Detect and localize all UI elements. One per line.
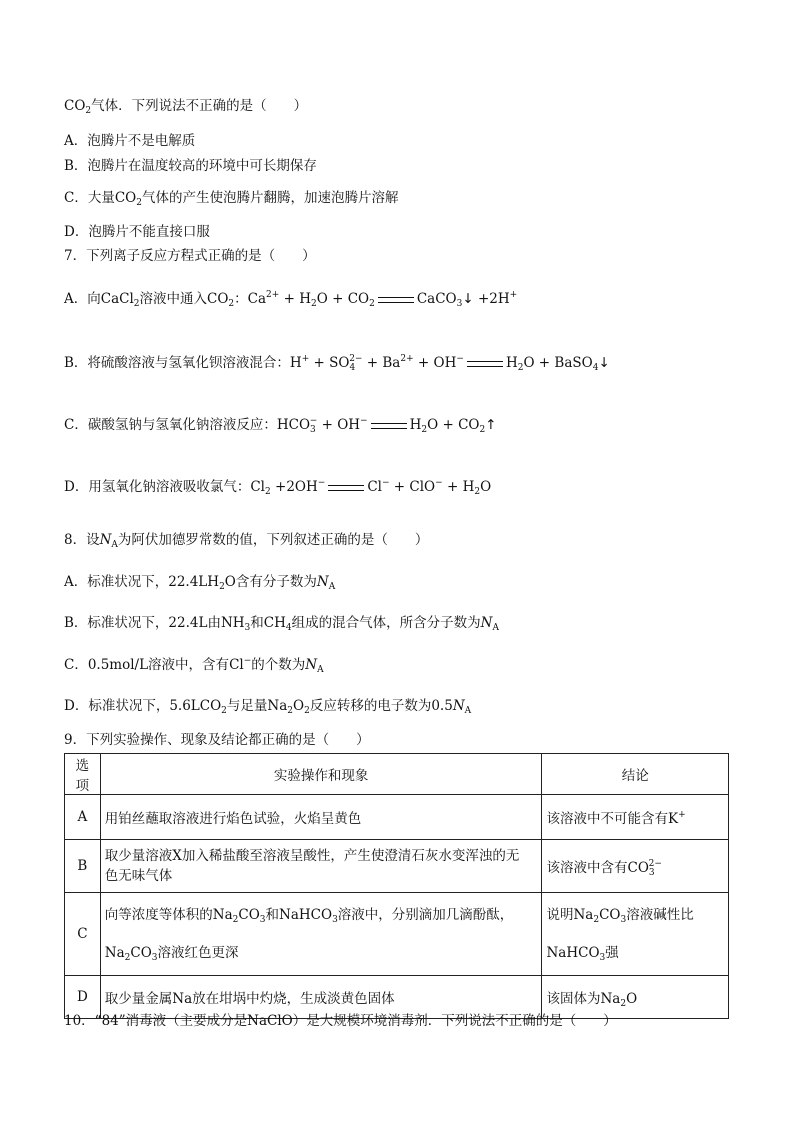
q10-stem: 10．“84”消毒液（主要成分是NaClO）是大规模环境消毒剂．下列说法不正确的是（ ） (64, 1013, 617, 1029)
row-option: D (65, 976, 101, 1019)
header-conclusion: 结论 (542, 754, 729, 795)
row-option: B (65, 840, 101, 893)
q7-option-d: D．用氢氧化钠溶液吸收氯气：$Cl_2 +2OH^-$ $Cl^- + ClO^- + H_2O$ (64, 478, 492, 497)
row-option: A (65, 795, 101, 840)
table-row (65, 893, 729, 976)
q6-stem-tail: $CO_2$气体．下列说法不正确的是（ ） (64, 98, 308, 116)
experiment-table (64, 753, 729, 1019)
q7-option-c: C．碳酸氢钠与氢氧化钠溶液反应：$HCO_3^- + OH^-$ $H_2O$ + $CO_2↑$ (64, 416, 497, 435)
q8-option-c: C．0.5mol/L溶液中，含有Cl−的个数为$N_A$ (64, 656, 324, 675)
row-operation: 取少量金属Na放在坩埚中灼烧，生成淡黄色固体 (100, 976, 542, 1019)
table-row (65, 840, 729, 893)
q6-option-d: D．泡腾片不能直接口服 (64, 224, 210, 240)
row-conclusion: 该固体为$Na_2O$ (542, 976, 729, 1019)
q7-option-a: A．向CaCl$_2$溶液中通入$CO_2$：$Ca^{2+} + H_2O + CO_2$ CaCO$_3$↓ +2H+ (64, 290, 518, 309)
q7-option-b: B．将硫酸溶液与氢氧化钡溶液混合：$H^+ + SO_4^{2-} + Ba^{2+} + OH^-$ $H_2O$ + BaSO$_4$↓ (64, 354, 610, 373)
row-conclusion: 该溶液中不可能含有K+ (542, 795, 729, 840)
row-conclusion: 说明$Na_2CO_3$溶液碱性比 NaHCO$_3$强 (542, 893, 729, 976)
q9-stem: 9．下列实验操作、现象及结论都正确的是（ ） (64, 732, 370, 748)
header-operation: 实验操作和现象 (100, 754, 542, 795)
row-operation: 用铂丝蘸取溶液进行焰色试验，火焰呈黄色 (100, 795, 542, 840)
q8-option-d: D．标准状况下，$5.6LCO_2$与足量$Na_2O_2$反应转移的电子数为$0.5N_A$ (64, 698, 472, 716)
q6-option-a: A．泡腾片不是电解质 (64, 133, 196, 149)
q6-option-b: B．泡腾片在温度较高的环境中可长期保存 (64, 158, 317, 174)
q6-option-c: C．大量$CO_2$气体的产生使泡腾片翻腾，加速泡腾片溶解 (64, 190, 399, 208)
row-operation: 向等浓度等体积的$Na_2CO_3$和NaHCO$_3$溶液中，分别滴加几滴酚酞， $Na_2CO_3$溶液红色更深 (100, 893, 542, 976)
row-operation: 取少量溶液X加入稀盐酸至溶液呈酸性，产生使澄清石灰水变浑浊的无 色无味气体 (100, 840, 542, 893)
table-row (65, 795, 729, 840)
row-conclusion: 该溶液中含有$CO_3^{2-}$ (542, 840, 729, 893)
q8-option-b: B．标准状况下，22.4L由$NH_3$和$CH_4$组成的混合气体，所含分子数为$N_A$ (64, 615, 499, 633)
row-option: C (65, 893, 101, 976)
q8-stem: 8．设$N_A$为阿伏加德罗常数的值，下列叙述正确的是（ ） (64, 532, 429, 550)
q7-stem: 7．下列离子反应方程式正确的是（ ） (64, 248, 316, 264)
q8-option-a: A．标准状况下，$22.4LH_2O$含有分子数为$N_A$ (64, 574, 336, 592)
table-header-row (65, 754, 729, 795)
header-option: 选项 (65, 754, 101, 795)
